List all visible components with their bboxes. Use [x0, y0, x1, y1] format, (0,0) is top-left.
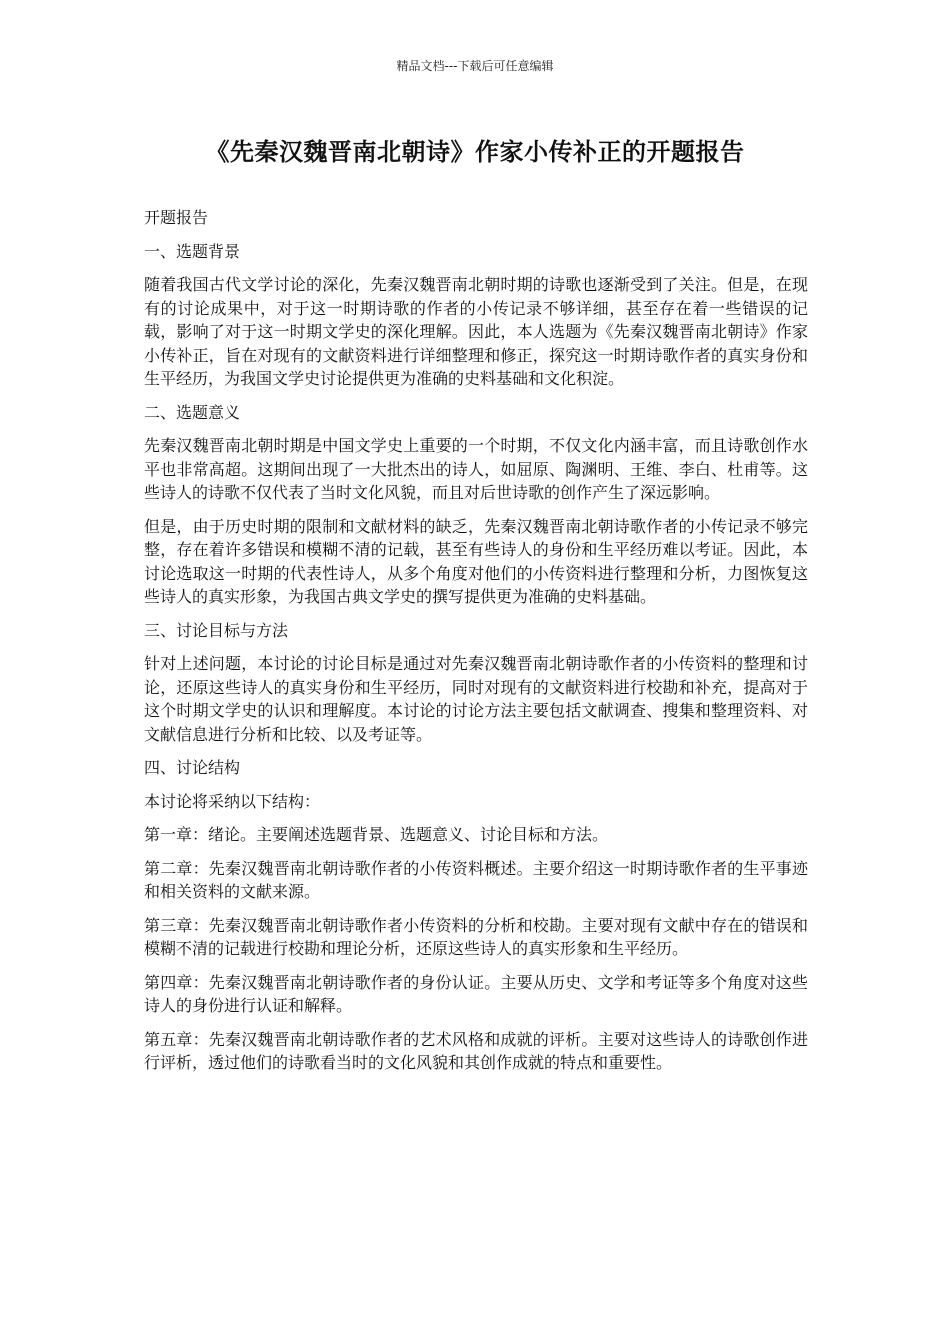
report-label: 开题报告 [144, 208, 209, 227]
page-header-note: 精品文档---下载后可任意编辑 [396, 59, 554, 73]
section-heading-structure: 四、讨论结构 [144, 758, 241, 777]
paragraph-background: 随着我国古代文学讨论的深化，先秦汉魏晋南北朝时期的诗歌也逐渐受到了关注。但是，在现有的讨论成果中，对于这一时期诗歌的作者的小传记录不够详细，甚至存在着一些错误的记载，影响了对于这一时期文学史的深化理解。因此，本人选题为《先秦汉魏晋南北朝诗》作家小传补正，旨在对现有的文献资料进行详细整理和修正，探究这一时期诗歌作者的真实身份和生平经历，为我国文学史讨论提供更为准确的史料基础和文化积淀。 [144, 275, 808, 388]
paragraph-goals-methods: 针对上述问题，本讨论的讨论目标是通过对先秦汉魏晋南北朝诗歌作者的小传资料的整理和讨论，还原这些诗人的真实身份和生平经历，同时对现有的文献资料进行校勘和补充，提高对于这个时期文学史的认识和理解度。本讨论的讨论方法主要包括文献调查、搜集和整理资料、对文献信息进行分析和比较、以及考证等。 [144, 654, 808, 744]
paragraph-structure-intro: 本讨论将采纳以下结构： [144, 791, 321, 811]
paragraph-significance-1: 先秦汉魏晋南北朝时期是中国文学史上重要的一个时期，不仅文化内涵丰富，而且诗歌创作水平也非常高超。这期间出现了一大批杰出的诗人，如屈原、陶渊明、王维、李白、杜甫等。这些诗人的诗歌不仅代表了当时文化风貌，而且对后世诗歌的创作产生了深远影响。 [144, 436, 808, 502]
section-heading-significance: 二、选题意义 [144, 402, 241, 422]
chapter-1: 第一章：绪论。主要阐述选题背景、选题意义、讨论目标和方法。 [144, 825, 609, 844]
chapter-4: 第四章：先秦汉魏晋南北朝诗歌作者的身份认证。主要从历史、文学和考证等多个角度对这些诗人的身份进行认证和解释。 [144, 972, 808, 1015]
paragraph-significance-2: 但是，由于历史时期的限制和文献材料的缺乏，先秦汉魏晋南北朝诗歌作者的小传记录不够完整，存在着许多错误和模糊不清的记载，甚至有些诗人的身份和生平经历难以考证。因此，本讨论选取这一时期的代表性诗人，从多个角度对他们的小传资料进行整理和分析，力图恢复这些诗人的真实形象，为我国古典文学史的撰写提供更为准确的史料基础。 [144, 516, 808, 606]
chapter-3: 第三章：先秦汉魏晋南北朝诗歌作者小传资料的分析和校勘。主要对现有文献中存在的错误和模糊不清的记载进行校勘和理论分析，还原这些诗人的真实形象和生平经历。 [144, 915, 808, 958]
document-body [144, 206, 808, 1085]
section-heading-background: 一、选题背景 [144, 241, 241, 261]
chapter-5: 第五章：先秦汉魏晋南北朝诗歌作者的艺术风格和成就的评析。主要对这些诗人的诗歌创作进行评析，透过他们的诗歌看当时的文化风貌和其创作成就的特点和重要性。 [144, 1029, 808, 1072]
document-title: 《先秦汉魏晋南北朝诗》作家小传补正的开题报告 [205, 138, 745, 166]
section-heading-goals-methods: 三、讨论目标与方法 [144, 620, 289, 640]
chapter-2: 第二章：先秦汉魏晋南北朝诗歌作者的小传资料概述。主要介绍这一时期诗歌作者的生平事迹和相关资料的文献来源。 [144, 858, 808, 901]
